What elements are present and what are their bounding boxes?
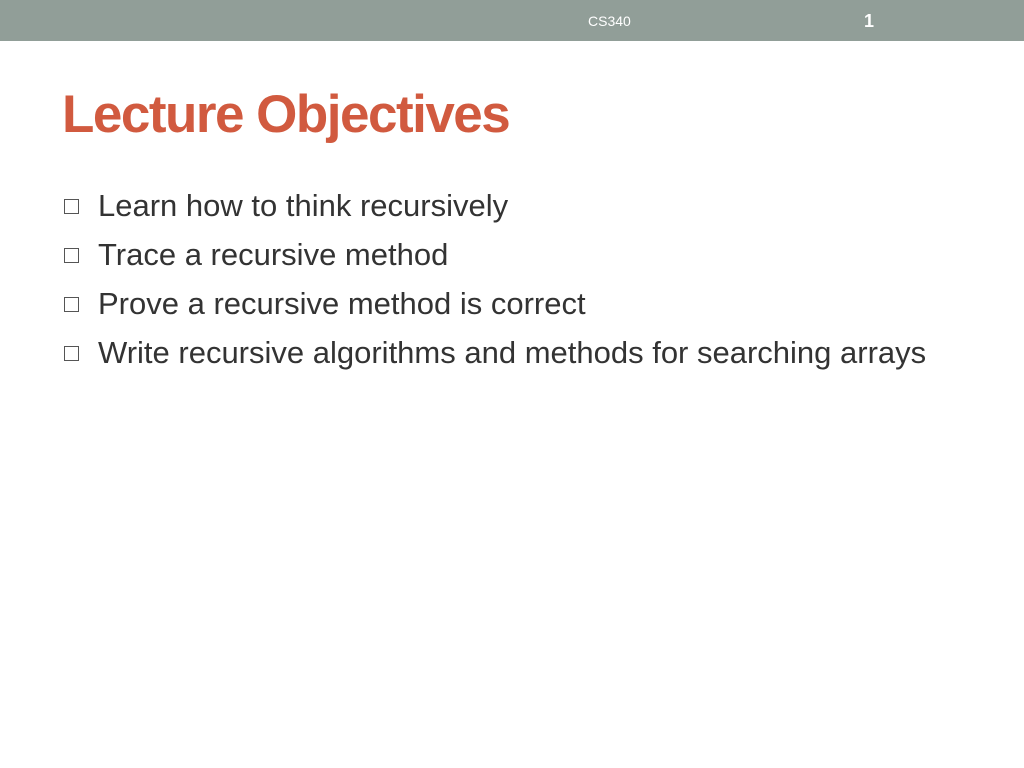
square-outline-icon bbox=[64, 199, 79, 214]
header-bar bbox=[0, 0, 1024, 41]
bullet-item bbox=[64, 333, 944, 373]
slide-title: Lecture Objectives bbox=[62, 85, 510, 144]
bullet-list bbox=[64, 186, 944, 382]
bullet-text: Prove a recursive method is correct bbox=[98, 286, 586, 321]
bullet-text: Trace a recursive method bbox=[98, 237, 449, 272]
bullet-item bbox=[64, 186, 944, 226]
course-code: CS340 bbox=[588, 13, 631, 29]
bullet-item bbox=[64, 235, 944, 275]
square-outline-icon bbox=[64, 297, 79, 312]
slide-number: 1 bbox=[864, 11, 875, 31]
square-outline-icon bbox=[64, 346, 79, 361]
bullet-item bbox=[64, 284, 944, 324]
square-outline-icon bbox=[64, 248, 79, 263]
bullet-text: Write recursive algorithms and methods for searching arrays bbox=[98, 335, 927, 370]
bullet-text: Learn how to think recursively bbox=[98, 188, 509, 223]
